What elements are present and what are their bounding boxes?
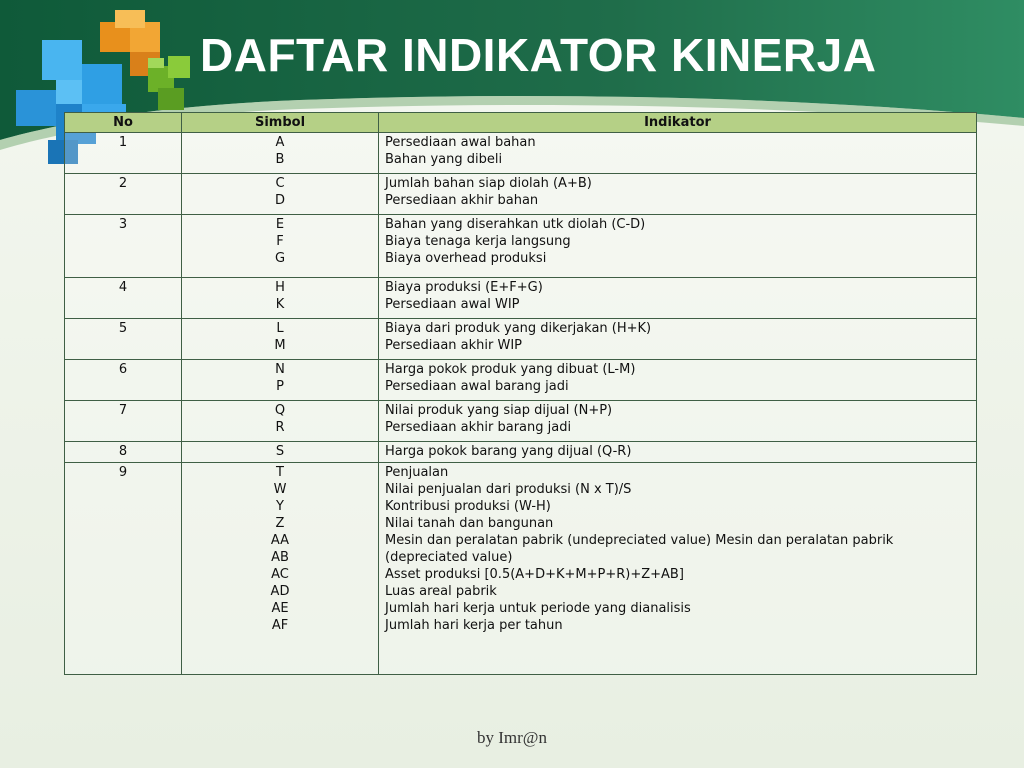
indicator-text: Harga pokok barang yang dijual (Q-R) bbox=[385, 444, 632, 459]
table-row bbox=[65, 463, 977, 675]
indicator-cell bbox=[379, 278, 977, 319]
indicator-cell bbox=[379, 442, 977, 463]
indicator-text: Asset produksi [0.5(A+D+K+M+P+R)+Z+AB] bbox=[385, 567, 684, 582]
symbol-label: M bbox=[274, 338, 286, 353]
indicator-text: Penjualan bbox=[385, 465, 449, 480]
row-number: 9 bbox=[65, 463, 182, 675]
symbol-label: AE bbox=[271, 601, 289, 616]
symbol-label: G bbox=[274, 251, 286, 266]
indicator-text: Persediaan awal bahan bbox=[385, 135, 536, 150]
row-number: 2 bbox=[65, 174, 182, 215]
row-number: 1 bbox=[65, 133, 182, 174]
symbol-label: AF bbox=[271, 618, 289, 633]
indicator-cell bbox=[379, 401, 977, 442]
row-number: 4 bbox=[65, 278, 182, 319]
indicator-text: Persediaan akhir barang jadi bbox=[385, 420, 572, 435]
table-row bbox=[65, 278, 977, 319]
header-indicator: Indikator bbox=[379, 113, 977, 133]
indicator-text: Persediaan awal WIP bbox=[385, 297, 520, 312]
indicator-text: Luas areal pabrik bbox=[385, 584, 497, 599]
indicator-cell bbox=[379, 463, 977, 675]
indicator-text: Kontribusi produksi (W-H) bbox=[385, 499, 551, 514]
symbol-cell bbox=[182, 133, 379, 174]
row-number: 5 bbox=[65, 319, 182, 360]
table-row bbox=[65, 319, 977, 360]
symbol-label: W bbox=[273, 482, 287, 497]
symbol-label: Q bbox=[274, 403, 286, 418]
symbol-label: AA bbox=[270, 533, 290, 548]
indicator-cell bbox=[379, 133, 977, 174]
row-number: 6 bbox=[65, 360, 182, 401]
indicator-cell bbox=[379, 174, 977, 215]
table-body bbox=[65, 133, 977, 675]
indicator-text: Persediaan akhir WIP bbox=[385, 338, 523, 353]
symbol-label: B bbox=[275, 152, 285, 167]
symbol-label: Y bbox=[276, 499, 284, 514]
indicator-text: Bahan yang dibeli bbox=[385, 152, 503, 167]
table-row bbox=[65, 174, 977, 215]
indicator-text: Jumlah hari kerja untuk periode yang dianalisis bbox=[385, 601, 691, 616]
indicator-text: Biaya overhead produksi bbox=[385, 251, 547, 266]
indicator-text: Nilai penjualan dari produksi (N x T)/S bbox=[385, 482, 632, 497]
indicator-cell bbox=[379, 360, 977, 401]
table-header-row bbox=[65, 113, 977, 133]
indicator-table bbox=[64, 112, 977, 675]
indicator-text: Jumlah hari kerja per tahun bbox=[385, 618, 563, 633]
indicator-text: Biaya tenaga kerja langsung bbox=[385, 234, 571, 249]
symbol-cell bbox=[182, 215, 379, 278]
slide-title: DAFTAR INDIKATOR KINERJA bbox=[200, 29, 877, 81]
symbol-cell bbox=[182, 319, 379, 360]
row-number: 8 bbox=[65, 442, 182, 463]
symbol-label: AB bbox=[271, 550, 289, 565]
indicator-text: Nilai tanah dan bangunan bbox=[385, 516, 554, 531]
indicator-text: Biaya dari produk yang dikerjakan (H+K) bbox=[385, 321, 652, 336]
symbol-label: K bbox=[275, 297, 285, 312]
symbol-cell bbox=[182, 401, 379, 442]
indicator-text: Harga pokok produk yang dibuat (L-M) bbox=[385, 362, 636, 377]
symbol-label: N bbox=[275, 362, 285, 377]
table-row bbox=[65, 401, 977, 442]
indicator-text: Biaya produksi (E+F+G) bbox=[385, 280, 543, 295]
symbol-label: A bbox=[275, 135, 285, 150]
table-row bbox=[65, 215, 977, 278]
indicator-cell bbox=[379, 319, 977, 360]
header-no: No bbox=[65, 113, 182, 133]
symbol-label: E bbox=[275, 217, 285, 232]
symbol-label: H bbox=[275, 280, 285, 295]
symbol-cell bbox=[182, 278, 379, 319]
symbol-label: R bbox=[275, 420, 285, 435]
row-number: 7 bbox=[65, 401, 182, 442]
indicator-text: Bahan yang diserahkan utk diolah (C-D) bbox=[385, 217, 646, 232]
symbol-cell bbox=[182, 442, 379, 463]
symbol-label: Z bbox=[275, 516, 285, 531]
symbol-cell bbox=[182, 360, 379, 401]
indicator-text: Nilai produk yang siap dijual (N+P) bbox=[385, 403, 613, 418]
symbol-cell bbox=[182, 463, 379, 675]
table-row bbox=[65, 133, 977, 174]
symbol-label: F bbox=[276, 234, 284, 249]
symbol-label: D bbox=[274, 193, 285, 208]
indicator-text: Mesin dan peralatan pabrik (undepreciated value) Mesin dan peralatan pabrik (depreciated value) bbox=[385, 533, 894, 565]
header-symbol: Simbol bbox=[182, 113, 379, 133]
footer-author: by Imr@n bbox=[477, 728, 547, 747]
table-row bbox=[65, 360, 977, 401]
row-number: 3 bbox=[65, 215, 182, 278]
symbol-label: L bbox=[276, 321, 284, 336]
symbol-label: P bbox=[276, 379, 284, 394]
green-cube-icon bbox=[148, 56, 190, 110]
symbol-label: AC bbox=[271, 567, 289, 582]
indicator-text: Persediaan awal barang jadi bbox=[385, 379, 569, 394]
symbol-label: AD bbox=[270, 584, 290, 599]
symbol-label: T bbox=[276, 465, 284, 480]
indicator-text: Jumlah bahan siap diolah (A+B) bbox=[385, 176, 592, 191]
symbol-cell bbox=[182, 174, 379, 215]
indicator-cell bbox=[379, 215, 977, 278]
table-row bbox=[65, 442, 977, 463]
symbol-label: S bbox=[275, 444, 285, 459]
symbol-label: C bbox=[275, 176, 285, 191]
indicator-text: Persediaan akhir bahan bbox=[385, 193, 539, 208]
